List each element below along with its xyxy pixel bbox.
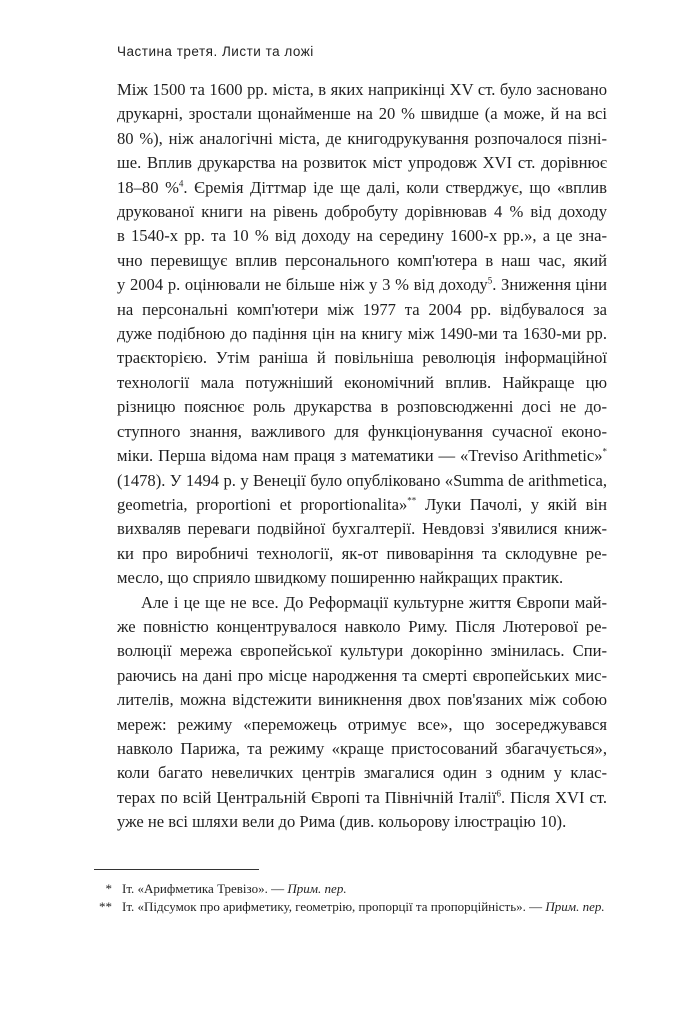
footnote-mark: * xyxy=(105,881,112,896)
text-line: уже не всі шляхи вели до Рима (див. кольорову ілюстрацію 10). xyxy=(117,812,567,832)
footnote-ref: ** xyxy=(407,495,417,506)
footnote-ref: 4 xyxy=(178,178,184,189)
text-line: ступного знання, важливого для функціонування сучасної еконо- xyxy=(117,421,607,441)
paragraph-1 xyxy=(117,78,607,591)
text-line: же повністю концентрувалося навколо Риму. Після Лютерової ре- xyxy=(117,616,607,636)
text-line: дуже подібною до падіння цін на книгу між 1490-ми та 1630-ми рр. xyxy=(117,324,607,344)
footnote-ref: 6 xyxy=(496,788,501,799)
footnote-2 xyxy=(76,898,614,916)
footnote-text: Іт. «Арифметика Тревізо». — Прим. пер. xyxy=(122,881,347,896)
text-line: в 1540-х рр. та 10 % від доходу на середину 1600-х рр.», а це зна- xyxy=(117,226,607,246)
text-line: міки. Перша відома нам праця з математики — «Treviso Arithmetic»* xyxy=(117,446,607,466)
text-line: коли багато невеличких центрів змагалися один з одним у клас- xyxy=(117,763,607,783)
text-line: 18–80 %$^4$. Єремія Діттмар іде ще далі, коли стверджує, що «вплив xyxy=(117,177,607,197)
footnote-text: Іт. «Підсумок про арифметику, геометрію, пропорції та пропорційність». — Прим. пер. xyxy=(122,899,605,914)
text-line: різницю пояснює роль друкарства в розповсюдженні досі не до- xyxy=(117,397,607,417)
text-line: ки про виробничі технології, як-от пивоваріння та склодувне ре- xyxy=(117,543,607,563)
footnotes xyxy=(76,880,614,916)
text-line: месло, що сприяло швидкому поширенню найкращих практик. xyxy=(117,568,564,588)
text-line: друкарні, зростали щонайменше на 20 % швидше (а може, й на всі xyxy=(117,104,607,124)
text-line: технології мала потужніший економічний вплив. Найкраще цю xyxy=(117,372,607,392)
footnote-1 xyxy=(76,880,614,898)
text-line: (1478). У 1494 р. у Венеції було опубліковано «Summa de arithmetica, xyxy=(117,470,607,490)
text-line: Але і це ще не все. До Реформації культурне життя Європи май- xyxy=(141,592,607,612)
footnote-ref: * xyxy=(602,446,607,457)
footnote-mark: ** xyxy=(99,899,112,914)
body-text xyxy=(117,78,607,835)
text-line: лителів, можна відстежити виникнення двох пов'язаних між собою xyxy=(117,690,607,710)
text-line: чно перевищує вплив персонального комп'ютера в наш час, який xyxy=(117,250,607,270)
text-line: терах по всій Центральній Європі та Північній Італії$^6$. Після XVI ст. xyxy=(117,787,607,807)
text-line: вихваляв переваги подвійної бухгалтерії. Невдовзі з'явилися книж- xyxy=(117,519,607,539)
text-line: траєкторією. Утім раніша й повільніша революція інформаційної xyxy=(117,348,607,368)
text-line: навколо Парижа, та режиму «краще пристосований збагачується», xyxy=(117,738,607,758)
text-line: друкованої книги на рівень добробуту дорівнював 4 % від доходу xyxy=(117,202,607,222)
running-head: Частина третя. Листи та ложі xyxy=(117,44,314,59)
text-line: ше. Вплив друкарства на розвиток міст упродовж XVI ст. дорівнює xyxy=(117,153,607,173)
footnote-ref: 5 xyxy=(487,275,493,286)
text-line: 80 %), ніж аналогічні міста, де книгодрукування розпочалося пізні- xyxy=(117,128,607,148)
text-line: у 2004 р. оцінювали не більше ніж у 3 % від доходу$^5$. Зниження ціни xyxy=(117,275,607,295)
text-line: geometria, proportioni et proportionalita»** Луки Пачолі, у якій він xyxy=(117,494,607,514)
footnote-rule xyxy=(94,869,259,870)
text-line: на персональні комп'ютери між 1977 та 2004 рр. відбувалося за xyxy=(117,299,607,319)
text-line: раючись на дані про місце народження та смерті європейських мис- xyxy=(117,665,607,685)
text-line: Між 1500 та 1600 рр. міста, в яких наприкінці XV ст. було засновано xyxy=(117,80,607,99)
text-line: мереж: режиму «переможець отримує все», що зосереджувався xyxy=(117,714,607,734)
text-line: волюції мережа європейської культури докорінно змінилась. Спи- xyxy=(117,641,607,661)
paragraph-2 xyxy=(117,591,607,835)
